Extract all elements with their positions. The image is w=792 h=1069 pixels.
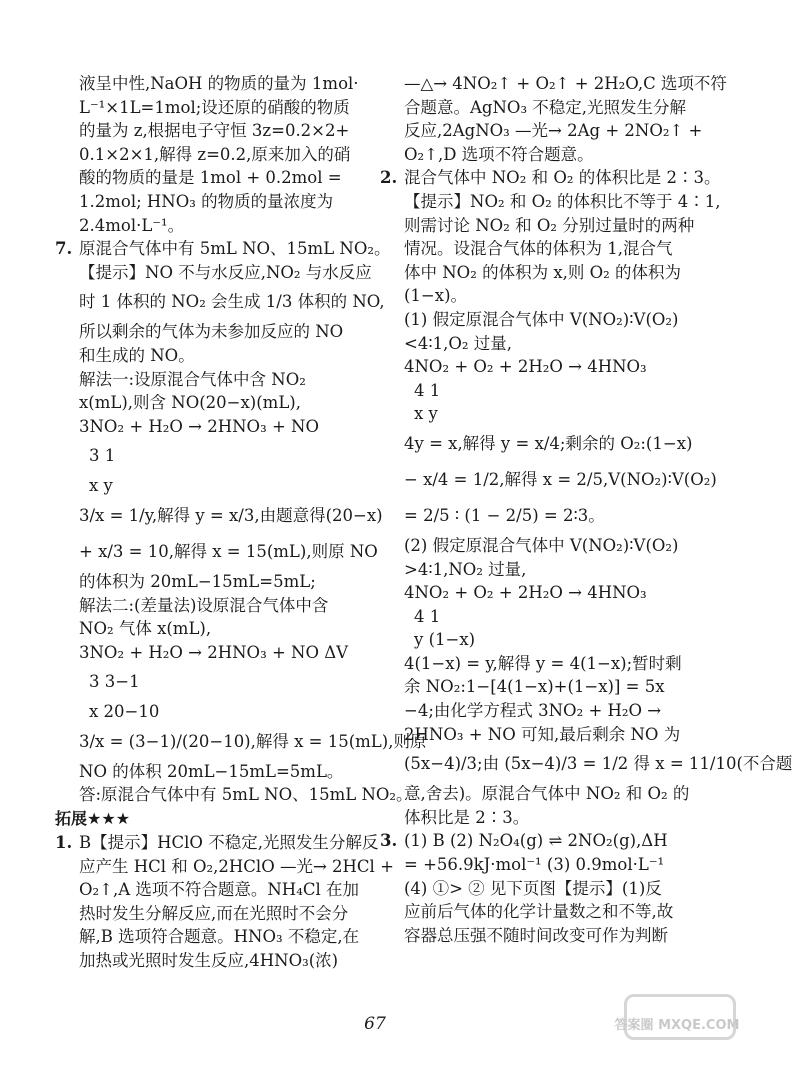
text-line: [55, 594, 360, 618]
line-text: 热时发生分解反应,而在光照时不会分: [79, 903, 349, 923]
line-text: 3/x = 1/y,解得 y = x/3,由题意得(20−x): [79, 505, 383, 525]
text-line: [380, 332, 700, 356]
text-line: [380, 534, 700, 558]
text-line: [55, 143, 360, 167]
text-line: [55, 190, 360, 214]
line-text: 2.4mol·L⁻¹。: [79, 215, 185, 235]
line-text: 和生成的 NO。: [79, 345, 195, 365]
left-column: [55, 72, 427, 973]
question-number: 2.: [380, 168, 398, 188]
line-text: 3 3−1: [89, 672, 140, 692]
line-text: B【提示】HClO 不稳定,光照发生分解反: [79, 833, 379, 853]
line-text: 原混合气体中有 5mL NO、15mL NO₂。: [79, 239, 391, 259]
text-line: [55, 700, 360, 724]
text-line: [55, 166, 360, 190]
text-line: [55, 570, 360, 594]
line-text: 加热或光照时发生反应,4HNO₃(浓): [79, 951, 339, 971]
line-text: (1) 假定原混合气体中 V(NO₂)∶V(O₂): [404, 309, 679, 329]
text-line: [55, 96, 360, 120]
text-line: [380, 675, 700, 699]
question-number: 1.: [55, 833, 73, 853]
text-line: [55, 949, 360, 973]
text-line: [55, 617, 360, 641]
line-text: 答:原混合气体中有 5mL NO、15mL NO₂。: [79, 785, 413, 805]
text-line: [380, 723, 700, 747]
line-text: x y: [414, 404, 438, 424]
text-line: [380, 699, 700, 723]
line-text: 的量为 z,根据电子守恒 3z=0.2×2+: [79, 121, 350, 141]
text-line: [380, 806, 700, 830]
line-text: (1−x)。: [404, 286, 468, 306]
text-line: [55, 925, 360, 949]
line-text: = 2/5 ∶ (1 − 2/5) = 2∶3。: [404, 505, 605, 525]
text-line: [55, 284, 385, 320]
line-text: y (1−x): [414, 630, 476, 650]
text-line: [380, 355, 700, 379]
line-text: 酸的物质的量是 1mol + 0.2mol =: [79, 168, 342, 188]
line-text: 所以剩余的气体为未参加反应的 NO: [79, 322, 344, 342]
text-line: [55, 474, 360, 498]
line-text: 时 1 体积的 NO₂ 会生成 1/3 体积的 NO,: [79, 292, 385, 312]
line-text: (2) 假定原混合气体中 V(NO₂)∶V(O₂): [404, 535, 679, 555]
text-line: [380, 143, 700, 167]
line-text: 3NO₂ + H₂O → 2HNO₃ + NO: [79, 416, 319, 436]
text-line: [380, 498, 700, 534]
text-line: [55, 855, 394, 879]
line-text: >4∶1,NO₂ 过量,: [404, 559, 527, 579]
text-line: [55, 320, 360, 344]
line-text: 余 NO₂:1−[4(1−x)+(1−x)] = 5x: [404, 677, 665, 697]
text-line: [380, 877, 700, 901]
line-text: 容器总压强不随时间改变可作为判断: [404, 925, 668, 945]
line-text: 情况。设混合气体的体积为 1,混合气: [404, 239, 673, 259]
text-line: [380, 462, 717, 498]
line-text: 3NO₂ + H₂O → 2HNO₃ + NO ΔV: [79, 642, 349, 662]
line-text: 4 1: [414, 606, 441, 626]
line-text: NO 的体积 20mL−15mL=5mL。: [79, 761, 344, 781]
line-text: —△→ 4NO₂↑ + O₂↑ + 2H₂O,C 选项不符: [404, 74, 727, 93]
line-text: 2HNO₃ + NO 可知,最后剩余 NO 为: [404, 724, 681, 744]
text-line: [380, 214, 700, 238]
line-text: 体中 NO₂ 的体积为 x,则 O₂ 的体积为: [404, 262, 681, 282]
line-text: = +56.9kJ·mol⁻¹ (3) 0.9mol·L⁻¹: [404, 855, 665, 875]
text-line: [55, 344, 360, 368]
text-line: [380, 426, 700, 462]
text-line: [55, 807, 360, 831]
line-text: 3/x = (3−1)/(20−10),解得 x = 15(mL),则原: [79, 731, 427, 751]
text-line: [380, 284, 700, 308]
question-number: 7.: [55, 239, 73, 259]
line-text: NO₂ 气体 x(mL),: [79, 619, 212, 639]
text-line: [55, 831, 379, 855]
line-text: 混合气体中 NO₂ 和 O₂ 的体积比是 2∶3。: [404, 168, 721, 188]
line-text: 的体积为 20mL−15mL=5mL;: [79, 571, 316, 591]
text-line: [380, 652, 700, 676]
text-line: [55, 902, 360, 926]
line-text: 解法一:设原混合气体中含 NO₂: [79, 369, 306, 389]
text-line: [55, 368, 360, 392]
line-text: 0.1×2×1,解得 z=0.2,原来加入的硝: [79, 144, 351, 164]
text-line: [380, 308, 700, 332]
line-text: 则需讨论 NO₂ 和 O₂ 分别过量时的两种: [404, 215, 695, 235]
text-line: [55, 119, 360, 143]
text-line: [380, 402, 700, 426]
line-text: 意,舍去)。原混合气体中 NO₂ 和 O₂ 的: [404, 784, 690, 804]
text-line: [55, 498, 383, 534]
text-line: [380, 605, 700, 629]
line-text: − x/4 = 1/2,解得 x = 2/5,V(NO₂)∶V(O₂): [404, 469, 717, 489]
text-line: [55, 415, 360, 439]
line-text: 反应,2AgNO₃ —光→ 2Ag + 2NO₂↑ +: [404, 121, 703, 141]
line-text: + x/3 = 10,解得 x = 15(mL),则原 NO: [79, 541, 378, 561]
text-line: [380, 581, 700, 605]
line-text: 应产生 HCl 和 O₂,2HClO —光→ 2HCl +: [79, 856, 394, 876]
line-text: 液呈中性,NaOH 的物质的量为 1mol·: [79, 74, 359, 93]
text-line: [55, 237, 391, 261]
text-line: [380, 166, 721, 190]
text-line: [380, 72, 727, 96]
line-text: 1.2mol; HNO₃ 的物质的量浓度为: [79, 191, 334, 211]
right-column: [380, 72, 792, 947]
text-line: [380, 558, 700, 582]
text-line: [55, 878, 360, 902]
line-text: 【提示】NO₂ 和 O₂ 的体积比不等于 4∶1,: [404, 191, 721, 211]
text-line: [55, 214, 360, 238]
text-line: [55, 783, 413, 807]
text-line: [380, 119, 703, 143]
text-line: [380, 900, 700, 924]
line-text: 体积比是 2∶3。: [404, 807, 530, 827]
watermark-text: 答案圈 MXQE.COM: [614, 1018, 740, 1033]
text-line: [380, 379, 700, 403]
text-line: [380, 628, 700, 652]
line-text: (4) ①> ② 见下页图【提示】(1)反: [404, 878, 662, 898]
line-text: 合题意。AgNO₃ 不稳定,光照发生分解: [404, 97, 687, 117]
line-text: O₂↑,D 选项不符合题意。: [404, 144, 594, 164]
text-line: [55, 391, 360, 415]
text-line: [380, 96, 700, 120]
line-text: x y: [89, 476, 113, 496]
text-line: [55, 664, 360, 700]
text-line: [380, 782, 700, 806]
line-text: 解法二:(差量法)设原混合气体中含: [79, 595, 329, 615]
text-line: [380, 190, 721, 214]
line-text: 4y = x,解得 y = x/4;剩余的 O₂:(1−x): [404, 433, 693, 453]
text-line: [380, 237, 700, 261]
text-line: [380, 829, 700, 853]
text-line: [55, 261, 372, 285]
text-line: [55, 438, 360, 474]
text-line: [55, 72, 360, 96]
line-text: 【提示】NO 不与水反应,NO₂ 与水反应: [79, 262, 372, 282]
line-text: 3 1: [89, 446, 116, 466]
page-number: 67: [364, 1014, 386, 1034]
text-line: [55, 534, 378, 570]
line-text: 4NO₂ + O₂ + 2H₂O → 4HNO₃: [404, 583, 647, 603]
text-line: [55, 724, 427, 760]
line-text: (1) B (2) N₂O₄(g) ⇌ 2NO₂(g),ΔH: [404, 831, 668, 851]
line-text: 4 1: [414, 380, 441, 400]
line-text: <4∶1,O₂ 过量,: [404, 333, 512, 353]
line-text: O₂↑,A 选项不符合题意。NH₄Cl 在加: [79, 880, 359, 900]
line-text: 应前后气体的化学计量数之和不等,故: [404, 902, 674, 922]
line-text: 拓展★★★: [55, 809, 131, 829]
line-text: 解,B 选项符合题意。HNO₃ 不稳定,在: [79, 927, 360, 947]
line-text: 4NO₂ + O₂ + 2H₂O → 4HNO₃: [404, 357, 647, 377]
text-line: [380, 261, 700, 285]
question-number: 3.: [380, 831, 398, 851]
line-text: L⁻¹×1L=1mol;设还原的硝酸的物质: [79, 97, 350, 117]
line-text: 4(1−x) = y,解得 y = 4(1−x);暂时剩: [404, 653, 682, 673]
line-text: (5x−4)/3;由 (5x−4)/3 = 1/2 得 x = 11/10(不合题: [404, 754, 792, 774]
text-line: [380, 853, 700, 877]
text-line: [380, 746, 792, 782]
text-line: [55, 760, 360, 784]
line-text: x 20−10: [89, 702, 160, 722]
text-line: [380, 924, 700, 948]
line-text: x(mL),则含 NO(20−x)(mL),: [79, 393, 301, 413]
line-text: −4;由化学方程式 3NO₂ + H₂O →: [404, 701, 662, 721]
text-line: [55, 641, 360, 665]
